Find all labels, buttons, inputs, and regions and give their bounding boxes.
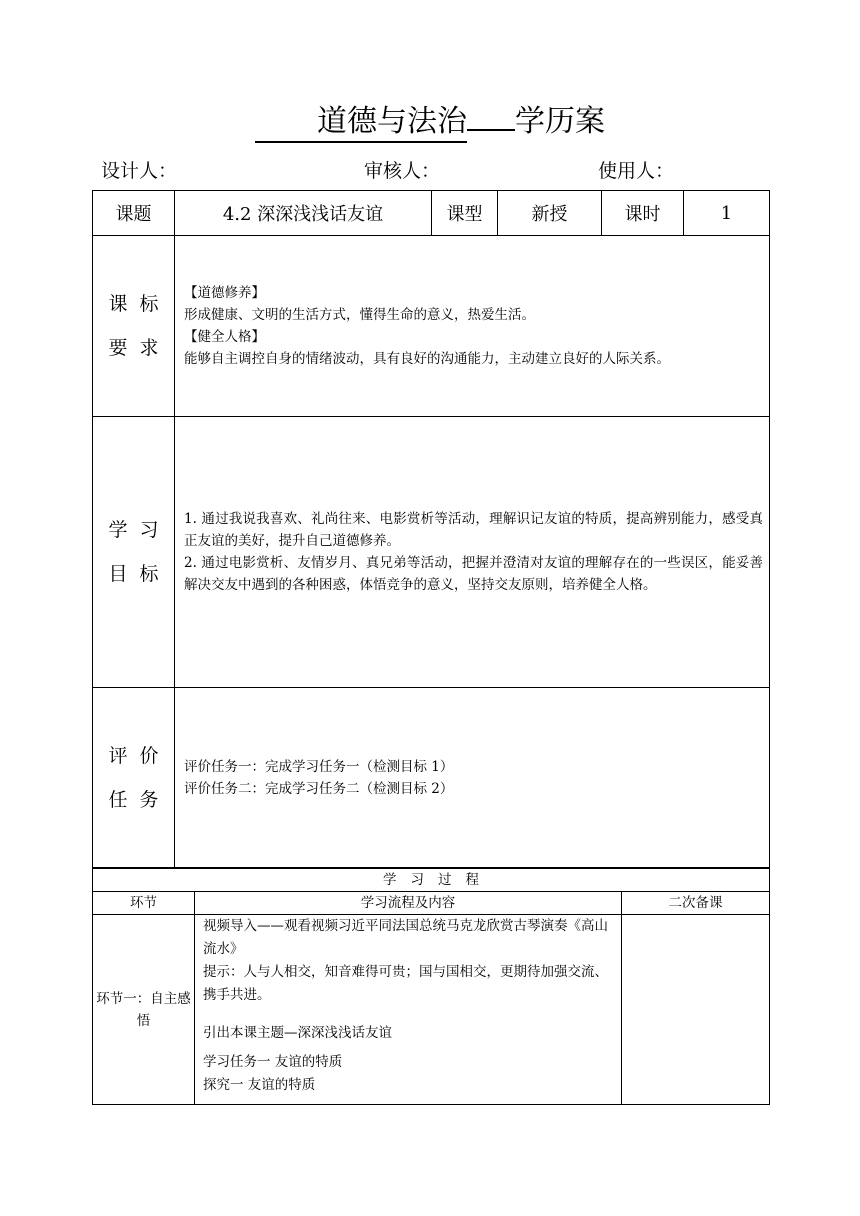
flow-cell: [195, 915, 622, 1105]
type-value: 新授: [498, 191, 602, 236]
hours-label: 课时: [602, 191, 684, 236]
reviewer-label: 审核人：: [364, 160, 441, 182]
objectives-label: 学习 目标: [93, 417, 175, 688]
flow-line: 学习任务一 友谊的特质: [203, 1054, 343, 1070]
column-content: 学习流程及内容: [195, 892, 622, 915]
evaluation-label: 评价 任务: [93, 688, 175, 868]
user-label: 使用人：: [598, 160, 675, 182]
evaluation-task-2: 评价任务二：完成学习任务二（检测目标 2）: [184, 780, 454, 797]
objective-item-1: 1. 通过我说我喜欢、礼尚往来、电影赏析等活动，理解识记友谊的特质，提高辨别能力，感受真正友谊的美好，提升自己道德修养。: [184, 511, 763, 549]
evaluation-task-1: 评价任务一：完成学习任务一（检测目标 1）: [184, 758, 454, 775]
topic-label: 课题: [93, 191, 175, 236]
title-underline-gap: [467, 129, 515, 131]
title-subject: 道德与法治: [255, 103, 467, 143]
flow-line: 探究一 友谊的特质: [203, 1077, 316, 1093]
objectives-row: [93, 417, 770, 688]
process-row: [93, 915, 770, 1105]
standards-text-2: 能够自主调控自身的情绪波动，具有良好的沟通能力，主动建立良好的人际关系。: [184, 351, 670, 367]
hours-value: 1: [684, 191, 770, 236]
title-suffix: 学历案: [515, 104, 605, 139]
lesson-info-row: [93, 191, 770, 236]
objective-item-2: 2. 通过电影赏析、友情岁月、真兄弟等活动，把握并澄清对友谊的理解存在的一些误区，能妥善解决交友中遇到的各种困惑，体悟竞争的意义，坚持交友原则，培养健全人格。: [184, 555, 763, 593]
process-header-row: [93, 892, 770, 915]
standards-row: [93, 236, 770, 417]
process-title-row: [93, 869, 770, 892]
notes-cell: [622, 915, 770, 1105]
standards-heading-2: 【健全人格】: [184, 329, 265, 345]
flow-line: 提示：人与人相交，知音难得可贵；国与国相交，更期待加强交流、携手共进。: [203, 964, 608, 1003]
objectives-content: [175, 417, 770, 688]
evaluation-row: [93, 688, 770, 868]
flow-line: 引出本课主题—深深浅浅话友谊: [203, 1025, 392, 1041]
designer-label: 设计人：: [101, 160, 178, 182]
flow-line: 视频导入——观看视频习近平同法国总统马克龙欣赏古琴演奏《高山流水》: [203, 918, 608, 957]
process-title: 学习过程: [93, 869, 770, 892]
standards-content: [175, 236, 770, 417]
stage-cell: 环节一：自主感悟: [93, 915, 195, 1105]
spacer: [203, 1007, 615, 1022]
signature-line: [0, 156, 860, 184]
column-stage: 环节: [93, 892, 195, 915]
type-label: 课型: [432, 191, 498, 236]
standards-text-1: 形成健康、文明的生活方式，懂得生命的意义，热爱生活。: [184, 307, 535, 323]
lesson-plan-table: [92, 190, 770, 868]
standards-heading-1: 【道德修养】: [184, 285, 265, 301]
topic-value: 4.2 深深浅浅话友谊: [175, 191, 432, 236]
document-title: [0, 100, 860, 144]
standards-label: 课标 要求: [93, 236, 175, 417]
column-notes: 二次备课: [622, 892, 770, 915]
evaluation-content: [175, 688, 770, 868]
learning-process-table: [92, 868, 770, 1105]
